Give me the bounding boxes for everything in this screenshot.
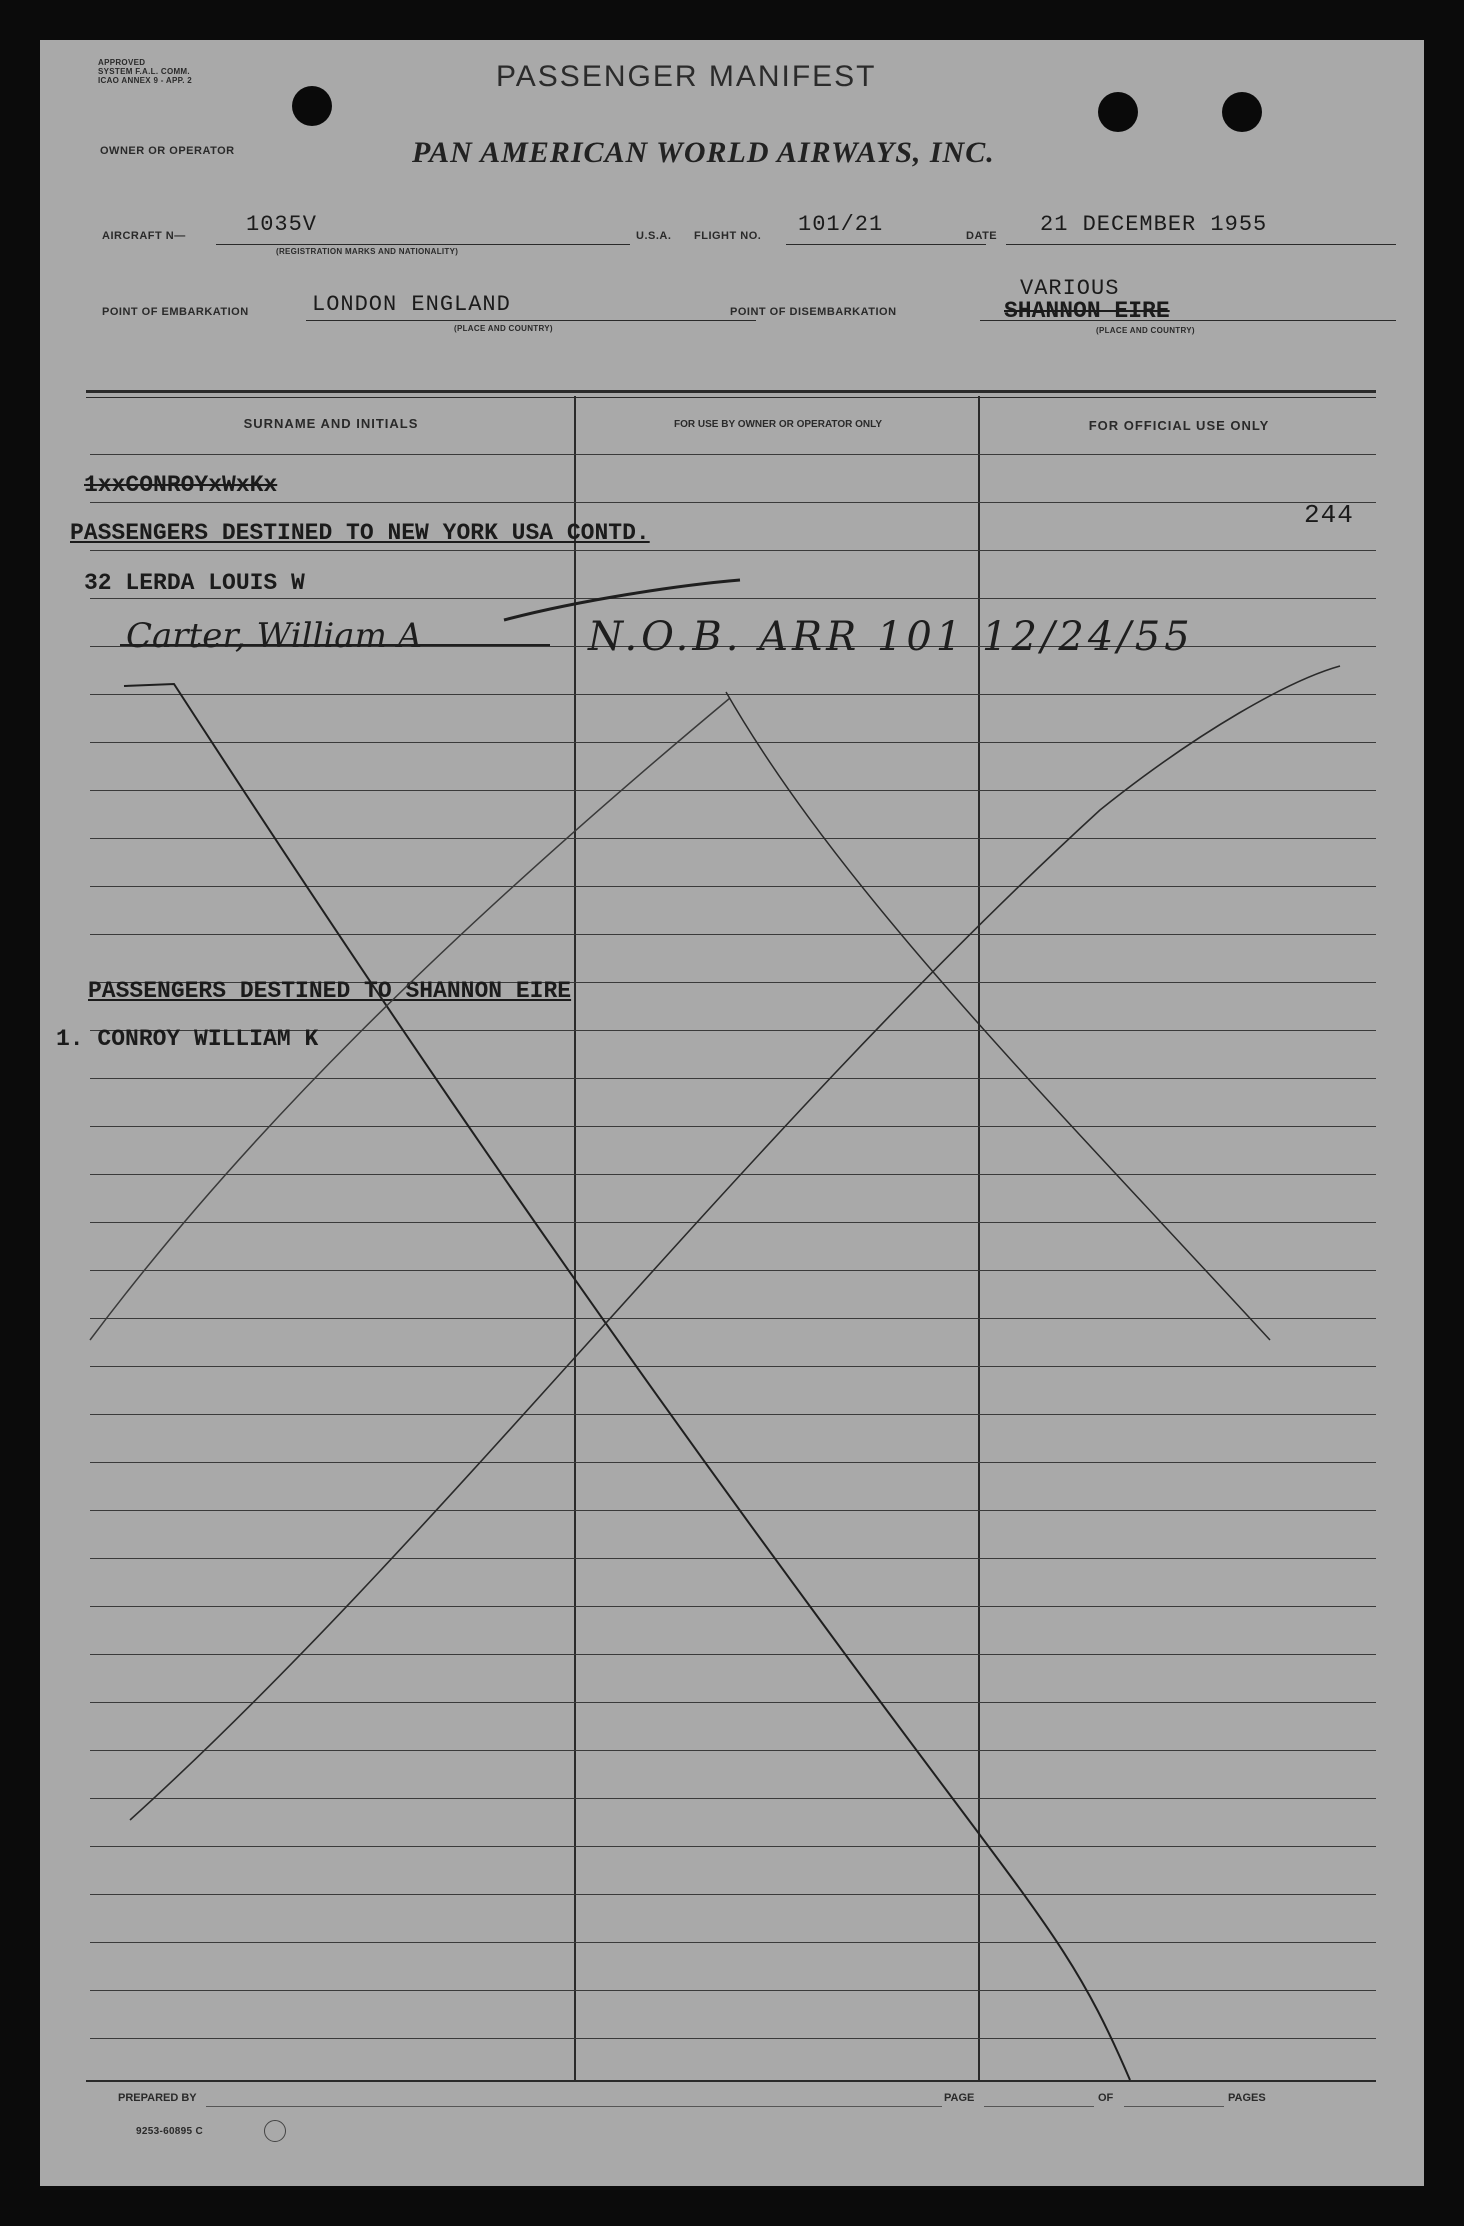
union-bug-icon xyxy=(264,2120,286,2142)
manifest-sheet xyxy=(40,40,1424,2186)
pen-swoosh xyxy=(504,580,740,620)
page-label: PAGE xyxy=(944,2092,975,2104)
pen-marks xyxy=(40,40,1424,2186)
page-line xyxy=(984,2106,1094,2107)
page-number: 244 xyxy=(1304,500,1354,530)
pages-label: PAGES xyxy=(1228,2092,1266,2104)
flight-label: FLIGHT NO. xyxy=(694,230,762,242)
embark-value: LONDON ENGLAND xyxy=(312,292,511,317)
passenger-row: 1. CONROY WILLIAM K xyxy=(56,1026,319,1052)
date-label: DATE xyxy=(966,230,998,242)
approval-line: ICAO ANNEX 9 - APP. 2 xyxy=(98,76,193,85)
of-label: OF xyxy=(1098,2092,1114,2104)
prepared-by-label: PREPARED BY xyxy=(118,2092,197,2104)
disembark-sub: (PLACE AND COUNTRY) xyxy=(1096,326,1195,335)
approval-line: APPROVED xyxy=(98,58,146,67)
prepared-by-line xyxy=(206,2106,942,2107)
column-header-owner: FOR USE BY OWNER OR OPERATOR ONLY xyxy=(674,419,882,430)
struck-entry: 1xxCONROYxWxKx xyxy=(84,472,278,498)
aircraft-sub: (REGISTRATION MARKS AND NATIONALITY) xyxy=(276,247,459,256)
disembark-various: VARIOUS xyxy=(1020,276,1120,301)
form-number: 9253-60895 C xyxy=(136,2126,203,2137)
airline-name: PAN AMERICAN WORLD AIRWAYS, INC. xyxy=(412,136,995,169)
usa-label: U.S.A. xyxy=(636,230,672,242)
cross-out-stroke xyxy=(726,692,1270,1340)
embark-label: POINT OF EMBARKATION xyxy=(102,306,249,318)
disembark-struck: SHANNON EIRE xyxy=(1004,298,1170,324)
date-value: 21 DECEMBER 1955 xyxy=(1040,212,1268,237)
owner-label: OWNER OR OPERATOR xyxy=(100,145,235,157)
of-line xyxy=(1124,2106,1224,2107)
embark-sub: (PLACE AND COUNTRY) xyxy=(454,324,553,333)
column-header-surname: SURNAME AND INITIALS xyxy=(243,416,419,431)
cross-out-stroke xyxy=(124,684,1130,2080)
column-header-official: FOR OFFICIAL USE ONLY xyxy=(1088,418,1270,433)
handwritten-note: N.O.B. ARR 101 12/24/55 xyxy=(588,614,1194,660)
cross-out-stroke xyxy=(130,666,1340,1820)
aircraft-value: 1035V xyxy=(246,212,318,237)
flight-value: 101/21 xyxy=(798,212,884,237)
disembark-label: POINT OF DISEMBARKATION xyxy=(730,306,897,318)
passenger-row: 32 LERDA LOUIS W xyxy=(84,570,305,596)
cross-out-stroke xyxy=(90,698,730,1340)
page-title: PASSENGER MANIFEST xyxy=(496,60,877,93)
section-heading-shannon: PASSENGERS DESTINED TO SHANNON EIRE xyxy=(88,978,572,1004)
aircraft-label: AIRCRAFT N— xyxy=(102,230,186,242)
approval-line: SYSTEM F.A.L. COMM. xyxy=(98,67,190,76)
handwritten-name: Carter, William A xyxy=(126,616,423,656)
section-heading-new-york: PASSENGERS DESTINED TO NEW YORK USA CONTD. xyxy=(70,520,650,546)
